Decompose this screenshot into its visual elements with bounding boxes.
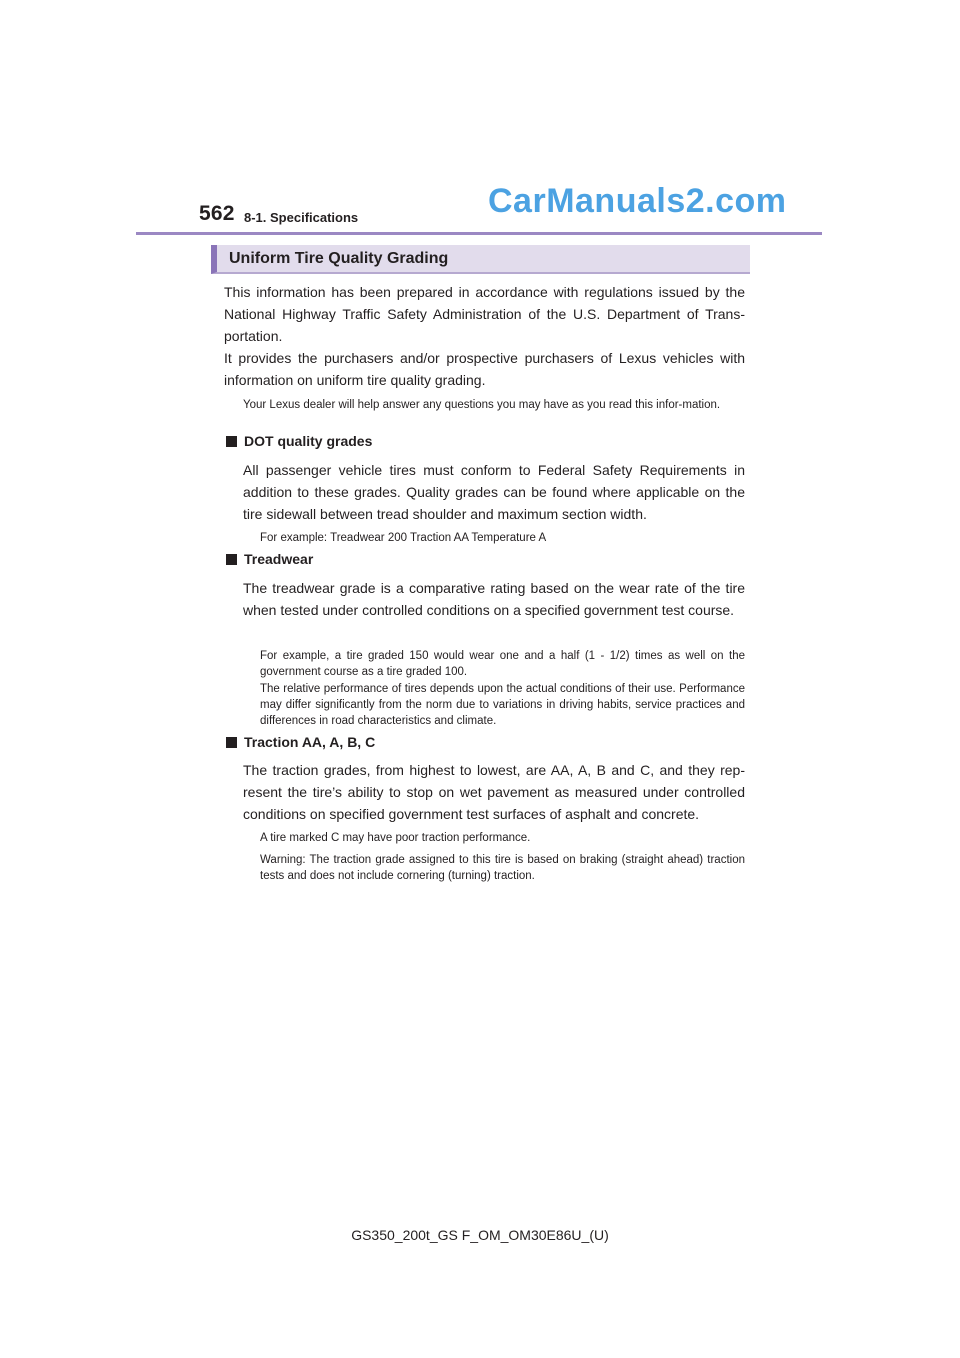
section-title-bar — [211, 245, 750, 274]
section-title: Uniform Tire Quality Grading — [229, 250, 449, 267]
section-label: 8-1. Specifications — [244, 210, 359, 225]
dot-heading — [226, 433, 372, 449]
treadwear-note-1: For example, a tire graded 150 would wear one and a half (1 - 1/2) times as well on the government course as a tire graded 100. — [260, 650, 745, 678]
traction-note-1: A tire marked C may have poor traction performance. — [260, 832, 531, 844]
bullet-square-icon — [226, 554, 237, 565]
watermark-logo: CarManuals2.com — [488, 182, 787, 220]
header-rule — [136, 232, 822, 235]
dot-body: All passenger vehicle tires must conform to Federal Safety Requirements in addition to these grades. Quality grades can be found where applicable on the tire sidewall between tread shoulder and maximum section width. — [243, 462, 745, 522]
traction-note-2: Warning: The traction grade assigned to this tire is based on braking (straight ahead) traction tests and does not include cornering (turning) traction. — [260, 854, 745, 882]
intro-paragraph-1: This information has been prepared in accordance with regulations issued by the National Highway Traffic Safety Administration of the U.S. Department of Trans-portation. — [224, 284, 745, 344]
intro-paragraph-2: It provides the purchasers and/or prospective purchasers of Lexus vehicles with information on uniform tire quality grading. — [224, 350, 745, 388]
treadwear-heading — [226, 551, 313, 567]
treadwear-heading-label: Treadwear — [244, 551, 314, 567]
dot-heading-label: DOT quality grades — [244, 433, 373, 449]
footer-code: GS350_200t_GS F_OM_OM30E86U_(U) — [351, 1227, 609, 1243]
bullet-square-icon — [226, 436, 237, 447]
bullet-square-icon — [226, 737, 237, 748]
dot-note: For example: Treadwear 200 Traction AA Temperature A — [260, 532, 547, 544]
traction-heading — [226, 734, 375, 750]
traction-heading-label: Traction AA, A, B, C — [244, 734, 376, 750]
page-number: 562 — [199, 202, 235, 225]
treadwear-note-2: The relative performance of tires depends upon the actual conditions of their use. Performance may differ significantly from the norm due to variations in driving habits, service practices and differences in road characteristics and climate. — [260, 683, 745, 727]
intro-note: Your Lexus dealer will help answer any questions you may have as you read this infor-mation. — [243, 399, 721, 411]
traction-body: The traction grades, from highest to lowest, are AA, A, B and C, and they rep-resent the tire’s ability to stop on wet pavement as measured under controlled conditions on specified government test surfaces of asphalt and concrete. — [243, 762, 745, 822]
treadwear-body: The treadwear grade is a comparative rating based on the wear rate of the tire when tested under controlled conditions on a specified government test course. — [243, 580, 745, 618]
